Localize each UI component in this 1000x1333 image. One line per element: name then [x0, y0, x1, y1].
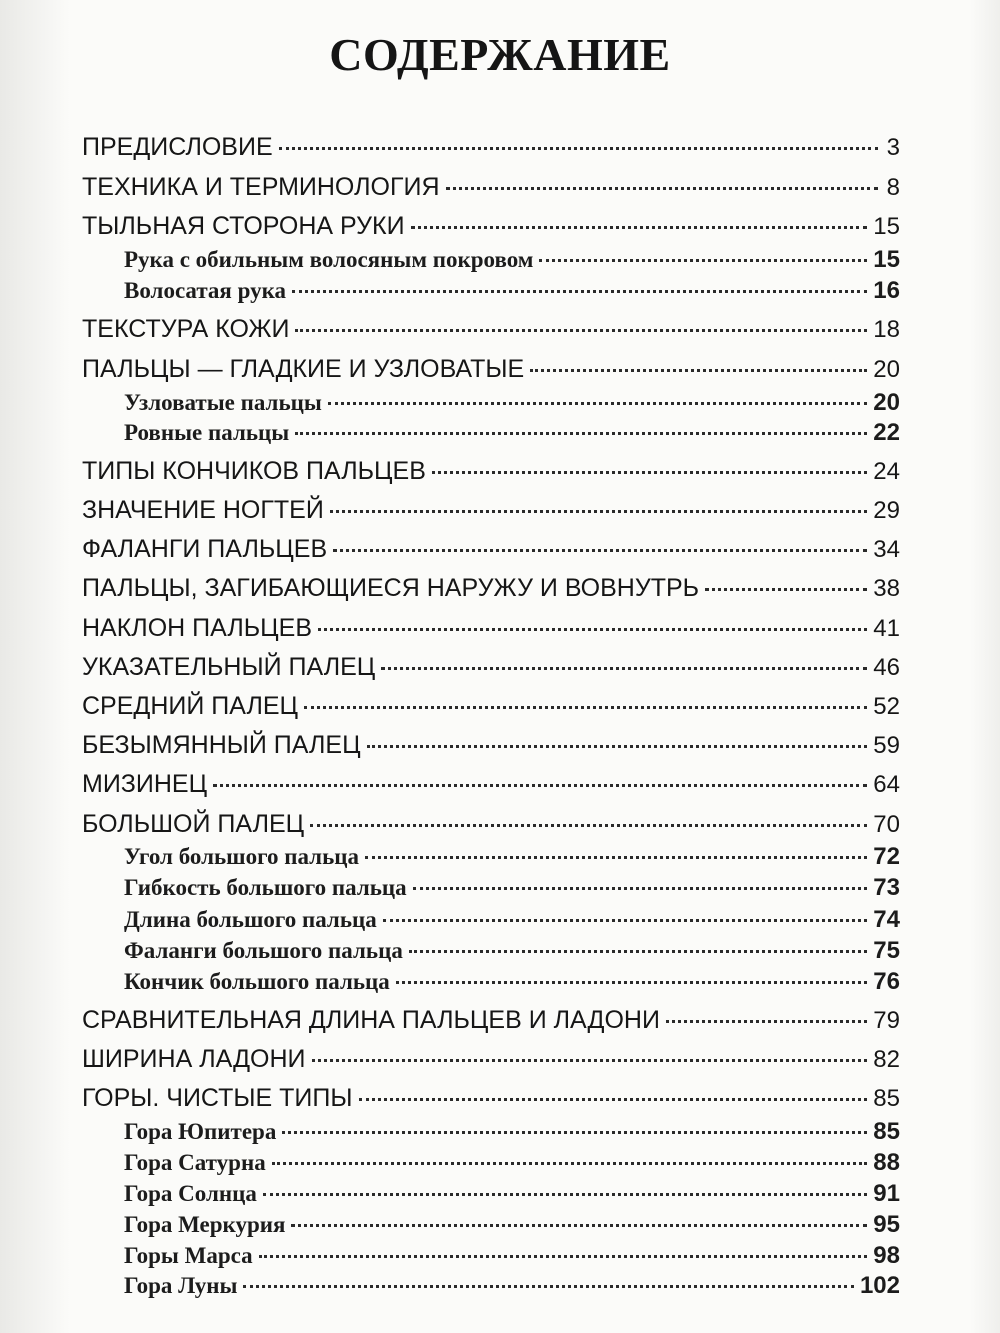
toc-page-number: 88: [873, 1149, 900, 1176]
dot-leader: [328, 402, 867, 405]
dot-leader: [259, 1255, 868, 1258]
dot-leader: [310, 824, 867, 827]
toc-page-number: 8: [886, 174, 900, 201]
toc-entry-title: БЕЗЫМЯННЫЙ ПАЛЕЦ: [82, 731, 361, 759]
dot-leader: [292, 290, 867, 293]
toc-entry-title: ТИПЫ КОНЧИКОВ ПАЛЬЦЕВ: [82, 457, 426, 485]
dot-leader: [295, 329, 867, 332]
toc-chapter-entry: [82, 355, 900, 384]
toc-section-entry: [82, 1149, 900, 1177]
spine-shadow: [0, 0, 70, 1333]
toc-page-number: 59: [873, 732, 900, 759]
dot-leader: [312, 1059, 868, 1062]
dot-leader: [383, 919, 868, 922]
toc-entry-title: ТЕХНИКА И ТЕРМИНОЛОГИЯ: [82, 173, 440, 201]
dot-leader: [396, 981, 868, 984]
dot-leader: [381, 667, 867, 670]
toc-chapter-entry: [82, 496, 900, 525]
toc-chapter-entry: [82, 173, 900, 202]
toc-section-entry: [82, 1118, 900, 1146]
toc-page-number: 98: [873, 1242, 900, 1269]
toc-page-number: 76: [873, 968, 900, 995]
toc-entry-title: Гора Солнца: [124, 1181, 257, 1206]
toc-chapter-entry: [82, 457, 900, 486]
toc-entry-title: СРЕДНИЙ ПАЛЕЦ: [82, 692, 299, 720]
toc-chapter-entry: [82, 614, 900, 643]
toc-chapter-entry: [82, 692, 900, 721]
toc-page-number: 70: [873, 811, 900, 838]
toc-page-number: 74: [873, 906, 900, 933]
dot-leader: [330, 510, 867, 513]
toc-entry-title: Волосатая рука: [124, 278, 286, 303]
toc-entry-title: СРАВНИТЕЛЬНАЯ ДЛИНА ПАЛЬЦЕВ И ЛАДОНИ: [82, 1006, 660, 1034]
toc-chapter-entry: [82, 731, 900, 760]
table-of-contents: [82, 0, 900, 1333]
toc-section-entry: [82, 906, 900, 934]
toc-page-number: 75: [873, 937, 900, 964]
toc-page-number: 24: [873, 458, 900, 485]
dot-leader: [318, 628, 867, 631]
toc-entry-title: НАКЛОН ПАЛЬЦЕВ: [82, 614, 312, 642]
toc-page-number: 85: [873, 1085, 900, 1112]
toc-chapter-entry: [82, 315, 900, 344]
page-edge-shadow: [970, 0, 1000, 1333]
toc-chapter-entry: [82, 1006, 900, 1035]
toc-page-number: 38: [873, 575, 900, 602]
toc-page-number: 102: [859, 1272, 900, 1299]
toc-section-entry: [82, 937, 900, 965]
toc-entry-title: БОЛЬШОЙ ПАЛЕЦ: [82, 810, 305, 838]
toc-chapter-entry: [82, 810, 900, 839]
dot-leader: [304, 706, 867, 709]
toc-entry-title: Гибкость большого пальца: [124, 875, 407, 900]
toc-page-number: 85: [873, 1118, 900, 1145]
toc-entry-title: ФАЛАНГИ ПАЛЬЦЕВ: [82, 535, 328, 563]
dot-leader: [432, 471, 867, 474]
toc-entry-title: Гора Юпитера: [124, 1119, 277, 1144]
toc-entry-title: МИЗИНЕЦ: [82, 770, 208, 798]
toc-section-entry: [82, 843, 900, 871]
toc-section-entry: [82, 1180, 900, 1208]
dot-leader: [446, 187, 878, 190]
toc-entry-title: ПАЛЬЦЫ, ЗАГИБАЮЩИЕСЯ НАРУЖУ И ВОВНУТРЬ: [82, 574, 700, 602]
toc-page-number: 20: [873, 356, 900, 383]
toc-chapter-entry: [82, 770, 900, 799]
dot-leader: [243, 1285, 854, 1288]
toc-chapter-entry: [82, 1084, 900, 1113]
toc-entry-title: Гора Сатурна: [124, 1150, 266, 1175]
toc-page-number: 95: [873, 1211, 900, 1238]
toc-entry-title: Гора Меркурия: [124, 1212, 286, 1237]
toc-page-number: 46: [873, 654, 900, 681]
toc-entry-title: УКАЗАТЕЛЬНЫЙ ПАЛЕЦ: [82, 653, 376, 681]
toc-section-entry: [82, 1242, 900, 1270]
dot-leader: [213, 784, 867, 787]
toc-section-entry: [82, 1211, 900, 1239]
toc-chapter-entry: [82, 653, 900, 682]
toc-chapter-entry: [82, 535, 900, 564]
toc-chapter-entry: [82, 133, 900, 162]
toc-section-entry: [82, 874, 900, 902]
toc-page-number: 15: [873, 213, 900, 240]
toc-entry-title: ПАЛЬЦЫ — ГЛАДКИЕ И УЗЛОВАТЫЕ: [82, 355, 525, 383]
toc-entry-title: Длина большого пальца: [124, 907, 377, 932]
dot-leader: [539, 259, 867, 262]
dot-leader: [295, 432, 867, 435]
dot-leader: [333, 549, 867, 552]
toc-page-number: 29: [873, 497, 900, 524]
toc-entry-title: Ровные пальцы: [124, 420, 290, 445]
dot-leader: [409, 950, 867, 953]
toc-page-number: 64: [873, 771, 900, 798]
toc-entry-title: ШИРИНА ЛАДОНИ: [82, 1045, 306, 1073]
dot-leader: [272, 1162, 868, 1165]
dot-leader: [291, 1224, 867, 1227]
toc-entry-title: ГОРЫ. ЧИСТЫЕ ТИПЫ: [82, 1084, 353, 1112]
dot-leader: [413, 887, 868, 890]
dot-leader: [263, 1193, 867, 1196]
toc-chapter-entry: [82, 1045, 900, 1074]
toc-page-number: 82: [873, 1046, 900, 1073]
dot-leader: [279, 147, 878, 150]
dot-leader: [411, 226, 868, 229]
toc-entry-title: Рука с обильным волосяным покровом: [124, 247, 534, 272]
toc-chapter-entry: [82, 574, 900, 603]
dot-leader: [530, 369, 867, 372]
toc-section-entry: [82, 389, 900, 417]
toc-entry-title: Горы Марса: [124, 1243, 253, 1268]
toc-page-number: 15: [873, 246, 900, 273]
toc-section-entry: [82, 968, 900, 996]
toc-page-number: 52: [873, 693, 900, 720]
toc-page-number: 16: [873, 277, 900, 304]
page-title: СОДЕРЖАНИЕ: [329, 29, 671, 80]
dot-leader: [666, 1020, 867, 1023]
toc-page-number: 79: [873, 1007, 900, 1034]
toc-entry-title: Узловатые пальцы: [124, 390, 322, 415]
toc-entry-title: Угол большого пальца: [124, 844, 359, 869]
toc-page-number: 73: [873, 874, 900, 901]
toc-entry-title: ПРЕДИСЛОВИЕ: [82, 133, 273, 161]
toc-entry-title: ЗНАЧЕНИЕ НОГТЕЙ: [82, 496, 324, 524]
toc-page-number: 41: [873, 615, 900, 642]
dot-leader: [365, 856, 867, 859]
toc-section-entry: [82, 246, 900, 274]
toc-entry-title: Кончик большого пальца: [124, 969, 390, 994]
toc-page-number: 18: [873, 316, 900, 343]
dot-leader: [367, 745, 868, 748]
toc-page-number: 3: [886, 134, 900, 161]
toc-chapter-entry: [82, 212, 900, 241]
toc-section-entry: [82, 277, 900, 305]
toc-entry-title: ТЫЛЬНАЯ СТОРОНА РУКИ: [82, 212, 405, 240]
toc-page-number: 91: [873, 1180, 900, 1207]
dot-leader: [359, 1098, 868, 1101]
toc-section-entry: [82, 1272, 900, 1300]
toc-page-number: 22: [873, 419, 900, 446]
toc-section-entry: [82, 419, 900, 447]
toc-entry-title: ТЕКСТУРА КОЖИ: [82, 315, 290, 343]
toc-page-number: 34: [873, 536, 900, 563]
toc-entry-title: Фаланги большого пальца: [124, 938, 403, 963]
toc-page-number: 72: [873, 843, 900, 870]
dot-leader: [282, 1131, 867, 1134]
toc-page-number: 20: [873, 389, 900, 416]
dot-leader: [705, 588, 867, 591]
toc-entry-title: Гора Луны: [124, 1273, 238, 1298]
